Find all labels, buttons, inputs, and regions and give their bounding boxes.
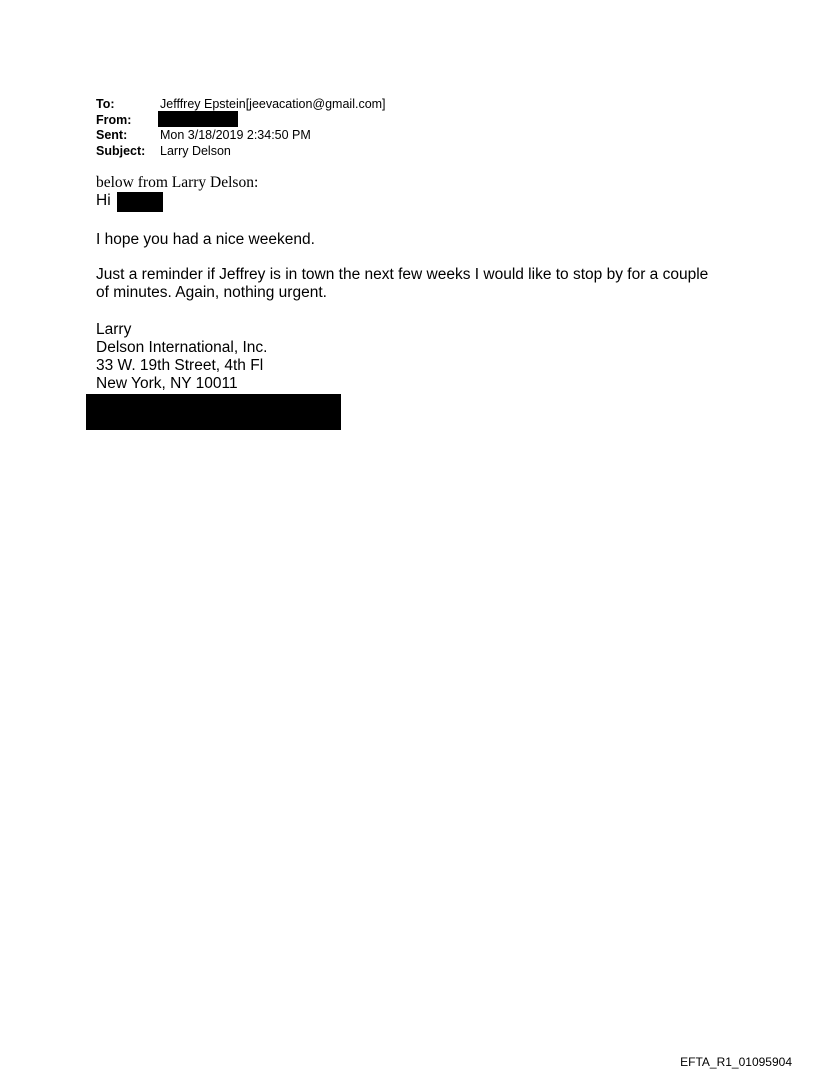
sent-value: Mon 3/18/2019 2:34:50 PM bbox=[160, 128, 311, 142]
to-label: To: bbox=[96, 97, 115, 111]
subject-value: Larry Delson bbox=[160, 143, 231, 158]
signature-company: Delson International, Inc. bbox=[96, 339, 268, 356]
from-redaction bbox=[158, 111, 238, 127]
paragraph-2: Just a reminder if Jeffrey is in town the next few weeks I would like to stop by for a couple of minutes. Again, nothing urgent. bbox=[96, 266, 709, 301]
signature-redaction bbox=[86, 394, 341, 430]
greeting: Hi bbox=[96, 192, 111, 209]
signature-block bbox=[96, 321, 267, 393]
to-row bbox=[96, 97, 386, 113]
email-header bbox=[96, 97, 386, 159]
to-value: Jefffrey Epstein[jeevacation@gmail.com] bbox=[160, 97, 386, 111]
sent-row bbox=[96, 128, 386, 144]
signature-address-line-1: 33 W. 19th Street, 4th Fl bbox=[96, 357, 264, 374]
document-id: EFTA_R1_01095904 bbox=[680, 1055, 792, 1069]
signature-address-line-2: New York, NY 10011 bbox=[96, 375, 238, 392]
subject-row bbox=[96, 144, 386, 160]
from-row bbox=[96, 113, 386, 129]
forward-intro: below from Larry Delson: bbox=[96, 174, 259, 191]
greeting-name-redaction bbox=[117, 192, 163, 212]
signature-name: Larry bbox=[96, 321, 132, 338]
greeting-line bbox=[96, 192, 111, 210]
sent-label: Sent: bbox=[96, 128, 128, 142]
paragraph-1: I hope you had a nice weekend. bbox=[96, 231, 315, 248]
subject-label: Subject: bbox=[96, 143, 146, 158]
from-label: From: bbox=[96, 112, 132, 127]
